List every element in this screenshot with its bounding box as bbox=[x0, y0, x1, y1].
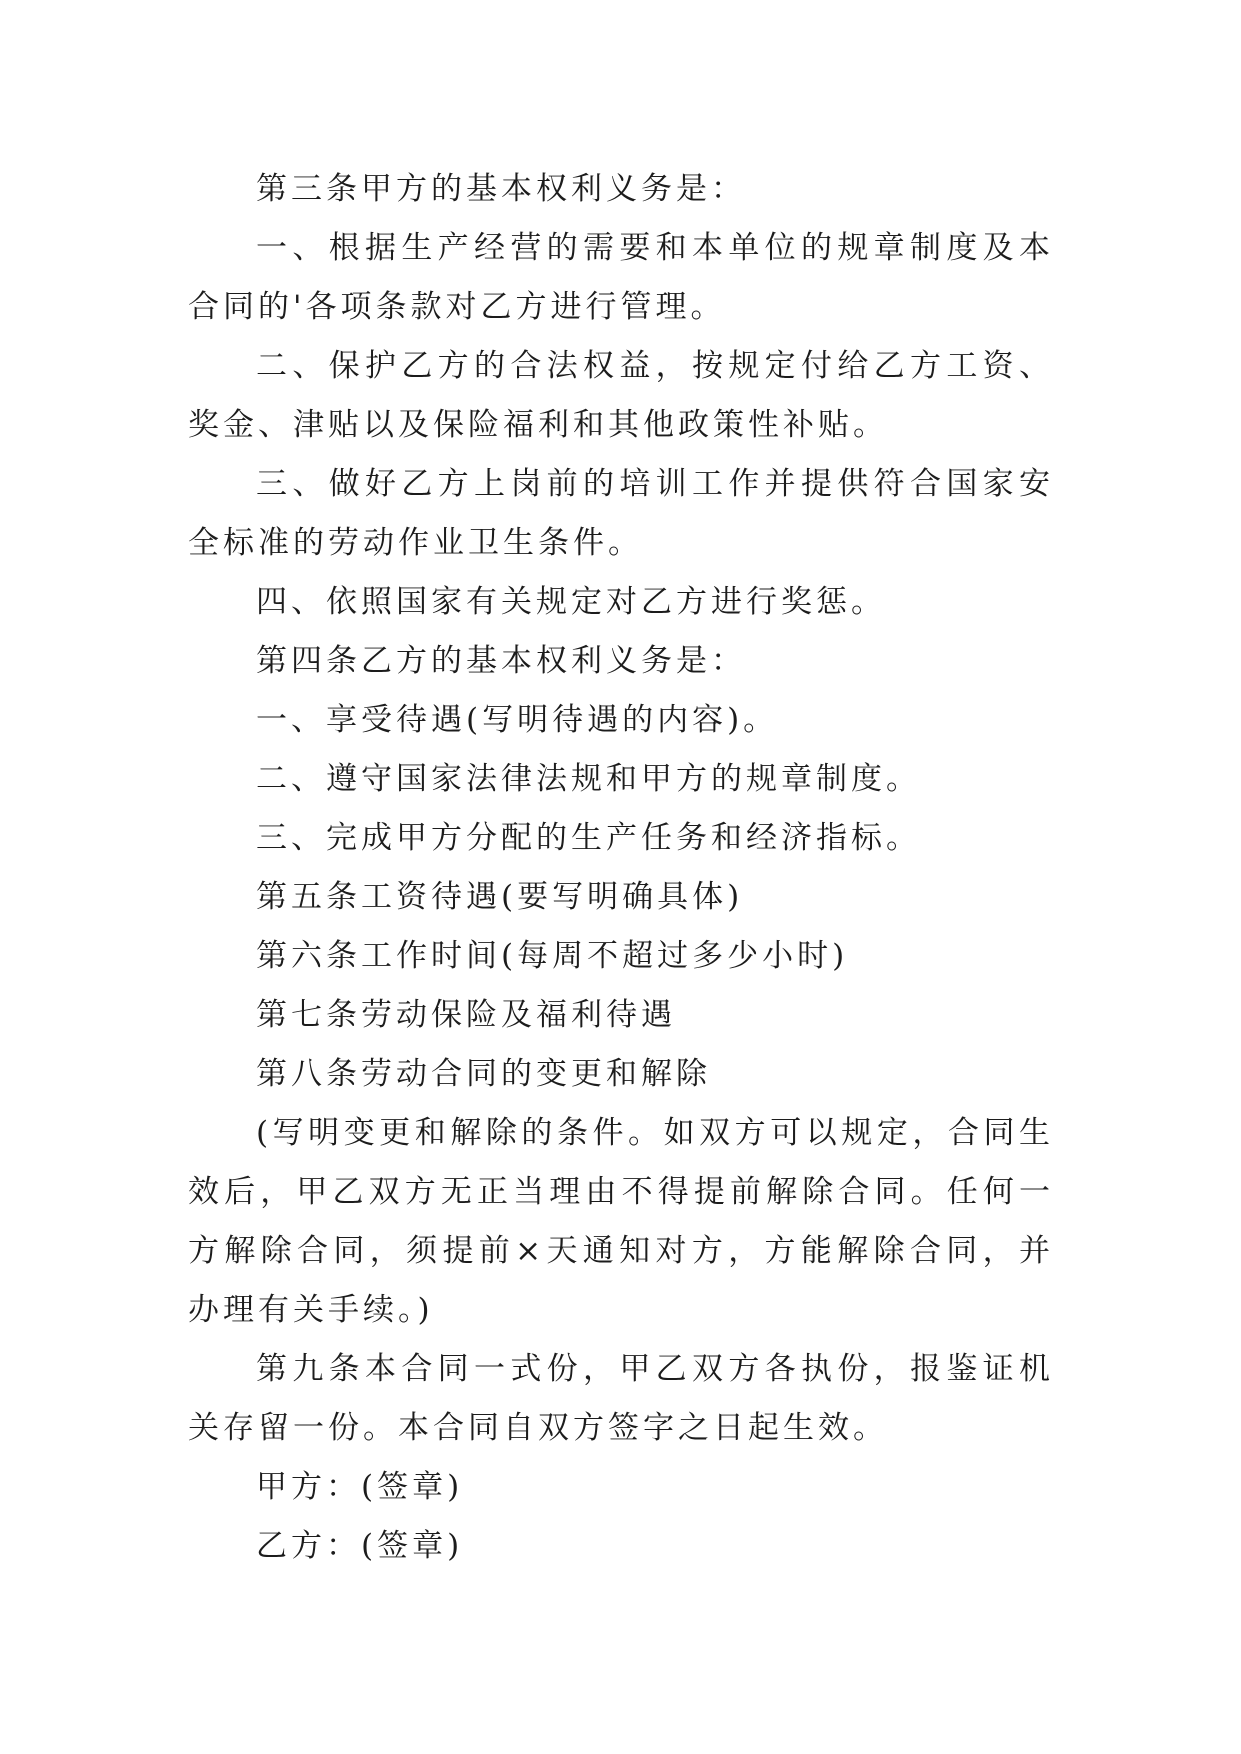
article-3-item-3: 三、做好乙方上岗前的培训工作并提供符合国家安全标准的劳动作业卫生条件。 bbox=[188, 466, 1054, 561]
article-4-heading: 第四条乙方的基本权利义务是： bbox=[256, 643, 746, 679]
article-3-item-2: 二、保护乙方的合法权益，按规定付给乙方工资、奖金、津贴以及保险福利和其他政策性补贴。 bbox=[188, 348, 1054, 443]
article-5: 第五条工资待遇(要写明确具体) bbox=[256, 879, 744, 915]
article-7: 第七条劳动保险及福利待遇 bbox=[256, 997, 676, 1033]
party-b-signature: 乙方：(签章) bbox=[256, 1528, 464, 1564]
article-3-heading: 第三条甲方的基本权利义务是： bbox=[256, 171, 746, 207]
article-4-item-2: 二、遵守国家法律法规和甲方的规章制度。 bbox=[256, 761, 921, 797]
article-4-item-1: 一、享受待遇(写明待遇的内容)。 bbox=[256, 702, 779, 738]
article-6: 第六条工作时间(每周不超过多少小时) bbox=[256, 938, 849, 974]
article-3-item-4: 四、依照国家有关规定对乙方进行奖惩。 bbox=[256, 584, 886, 620]
article-3-item-1: 一、根据生产经营的需要和本单位的规章制度及本合同的'各项条款对乙方进行管理。 bbox=[188, 230, 1054, 325]
article-4-item-3: 三、完成甲方分配的生产任务和经济指标。 bbox=[256, 820, 921, 856]
article-8-heading: 第八条劳动合同的变更和解除 bbox=[256, 1056, 711, 1092]
document-body bbox=[188, 160, 1054, 1576]
party-a-signature: 甲方：(签章) bbox=[256, 1469, 464, 1505]
article-8-note: (写明变更和解除的条件。如双方可以规定，合同生效后，甲乙双方无正当理由不得提前解除合同。任何一方解除合同，须提前×天通知对方，方能解除合同，并办理有关手续。) bbox=[188, 1115, 1054, 1328]
article-9: 第九条本合同一式份，甲乙双方各执份，报鉴证机关存留一份。本合同自双方签字之日起生效。 bbox=[188, 1351, 1054, 1446]
